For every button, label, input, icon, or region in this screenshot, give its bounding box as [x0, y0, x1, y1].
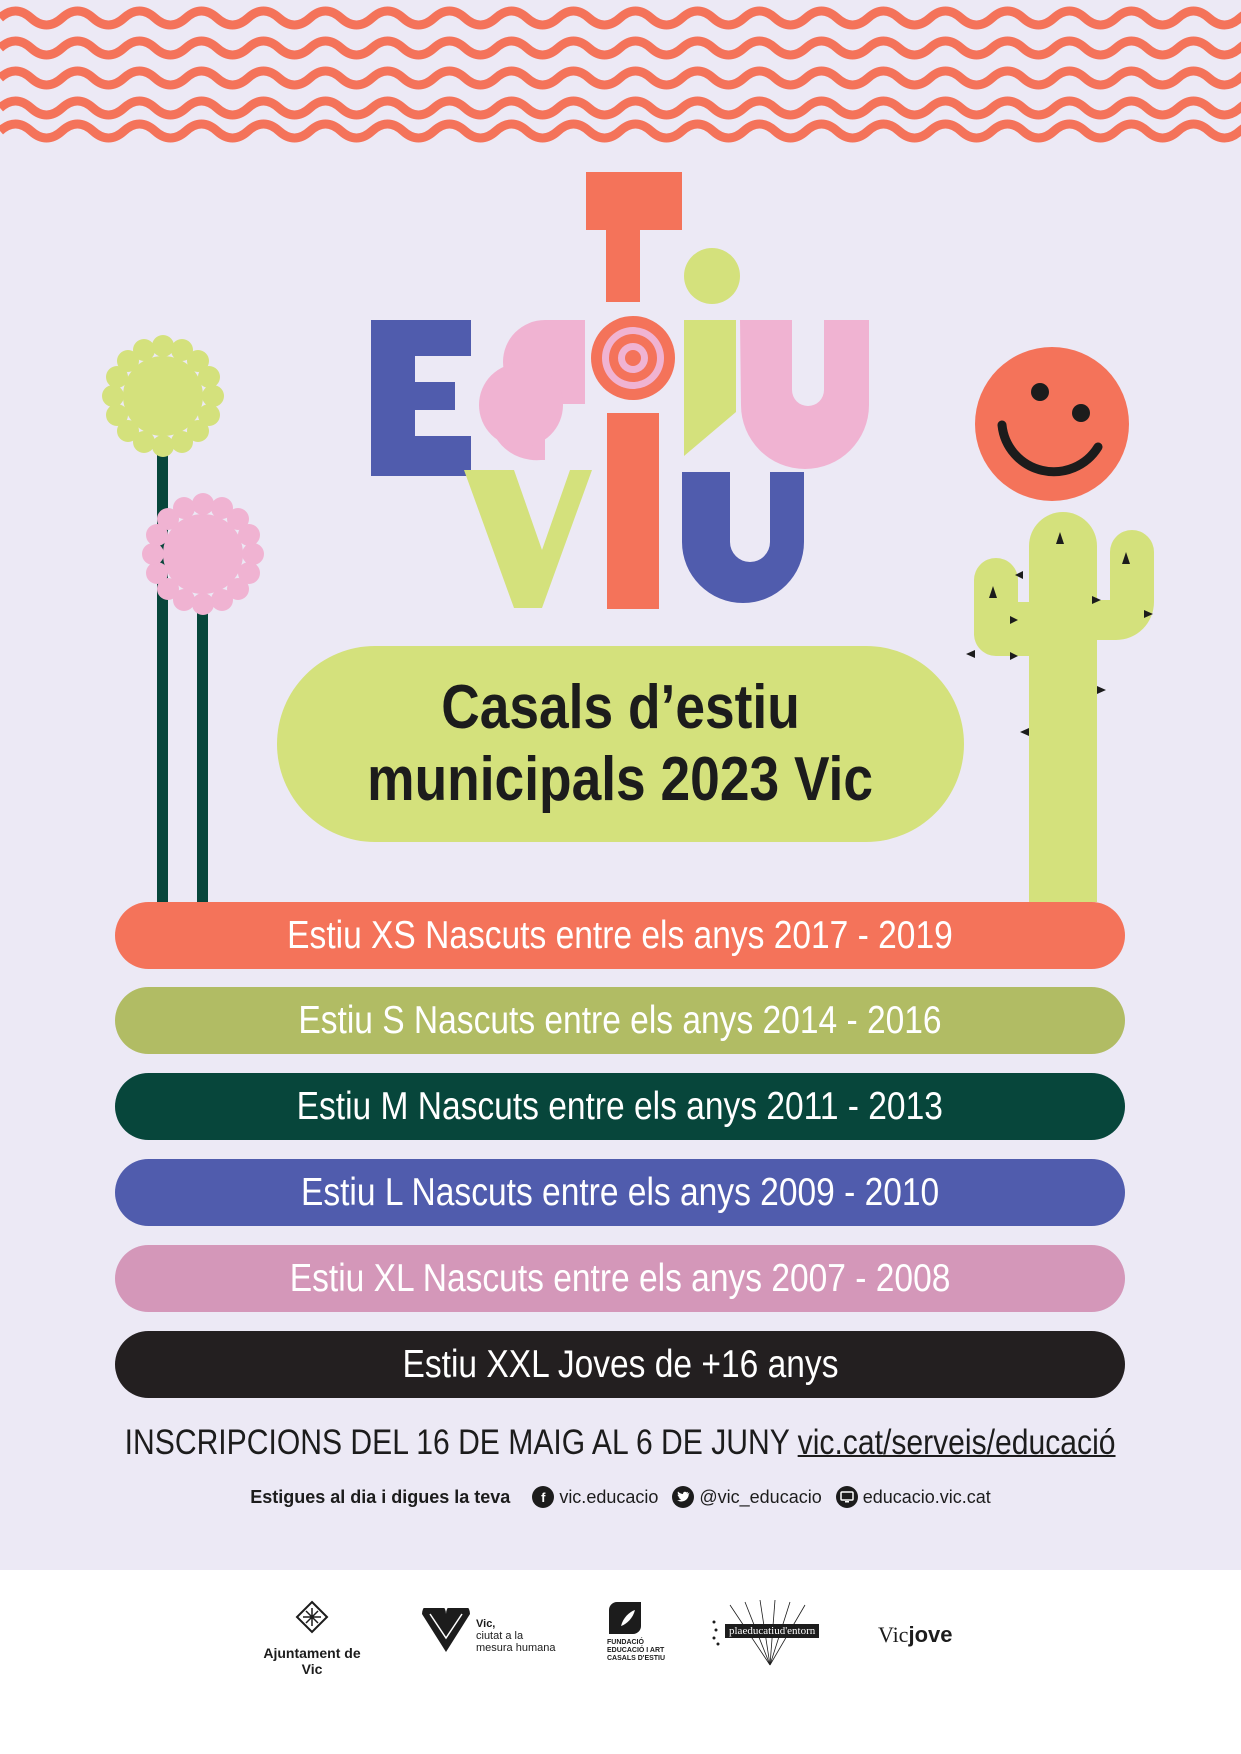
category-label: Estiu XXL Joves de +16 anys: [402, 1342, 838, 1386]
letter-u-blue: [682, 472, 804, 603]
fundacio-logo: [607, 1600, 665, 1663]
lime-dot: [684, 248, 740, 304]
vicjove-logo: [878, 1622, 952, 1648]
target-icon: [591, 316, 675, 400]
twitter-icon: [672, 1486, 694, 1508]
shield-icon: [295, 1600, 329, 1634]
vic-logo: [420, 1608, 556, 1659]
wave-line: [0, 11, 1241, 25]
registration-text: INSCRIPCIONS DEL 16 DE MAIG AL 6 DE JUNY: [125, 1423, 790, 1462]
category-bar-l: [115, 1159, 1125, 1226]
fundacio-line-1: FUNDACIÓ: [607, 1639, 644, 1646]
sponsor-logos: [0, 1600, 1241, 1680]
category-label: Estiu L Nascuts entre els anys 2009 - 2010: [300, 1170, 940, 1214]
registration-line: [0, 1423, 1241, 1463]
pla-educatiu-logo: [710, 1610, 819, 1638]
title-banner: [277, 646, 964, 842]
letter-t: [586, 172, 682, 302]
wave-line: [0, 101, 1241, 115]
cactus-icon: [974, 512, 1154, 902]
category-bar-m: [115, 1073, 1125, 1140]
lime-flower-icon: [102, 335, 224, 457]
vic-line-2: ciutat a la: [476, 1630, 524, 1642]
category-label: Estiu XS Nascuts entre els anys 2017 - 2019: [287, 913, 953, 957]
fundacio-line-3: CASALS D'ESTIU: [607, 1655, 666, 1662]
facebook-link[interactable]: [532, 1486, 658, 1508]
ajuntament-name: Ajuntament de Vic: [263, 1645, 361, 1677]
wave-line: [0, 41, 1241, 55]
wave-line: [0, 124, 1241, 138]
title-line-2: municipals 2023 Vic: [367, 745, 874, 814]
social-lead: Estigues al dia i digues la teva: [250, 1486, 511, 1507]
vic-line-1: Vic,: [476, 1618, 496, 1630]
category-bar-xl: [115, 1245, 1125, 1312]
pink-flower-icon: [142, 493, 264, 615]
facebook-icon: f: [532, 1486, 554, 1508]
category-bar-xs: [115, 902, 1125, 969]
twitter-link[interactable]: [672, 1486, 821, 1508]
category-label: Estiu M Nascuts entre els anys 2011 - 2013: [296, 1084, 944, 1128]
monitor-icon: [836, 1486, 858, 1508]
wave-line: [0, 71, 1241, 85]
category-label: Estiu XL Nascuts entre els anys 2007 - 2008: [289, 1256, 951, 1300]
vicjove-part-a: Vic: [878, 1622, 909, 1647]
web-address: educacio.vic.cat: [862, 1486, 991, 1507]
letter-i-coral: [607, 413, 659, 609]
category-bar-xxl: [115, 1331, 1125, 1398]
letter-u-pink: [740, 320, 869, 469]
letter-v: [464, 470, 592, 608]
letter-s: [479, 320, 585, 481]
twitter-handle: @vic_educacio: [699, 1486, 822, 1507]
smiley-icon: [975, 347, 1129, 501]
heart-v-icon: [420, 1608, 472, 1654]
wave-pattern: [0, 11, 1241, 138]
ajuntament-logo: [252, 1600, 372, 1677]
category-label: Estiu S Nascuts entre els anys 2014 - 2016: [298, 998, 942, 1042]
social-row: [0, 1486, 1241, 1508]
title-line-1: Casals d’estiu: [441, 673, 800, 742]
vicjove-part-b: jove: [908, 1622, 953, 1647]
category-bar-s: [115, 987, 1125, 1054]
vic-line-3: mesura humana: [476, 1642, 556, 1654]
leaf-icon: [607, 1600, 643, 1636]
pla-label: plaeducatiud'entorn: [725, 1624, 819, 1638]
letter-i-lime: [684, 320, 736, 456]
registration-link[interactable]: vic.cat/serveis/educació: [798, 1423, 1116, 1462]
facebook-handle: vic.educacio: [559, 1486, 659, 1507]
fundacio-line-2: EDUCACIÓ I ART: [607, 1647, 665, 1654]
letter-e: [371, 320, 471, 476]
web-link[interactable]: [836, 1486, 991, 1508]
estiu-logo: [371, 172, 869, 609]
